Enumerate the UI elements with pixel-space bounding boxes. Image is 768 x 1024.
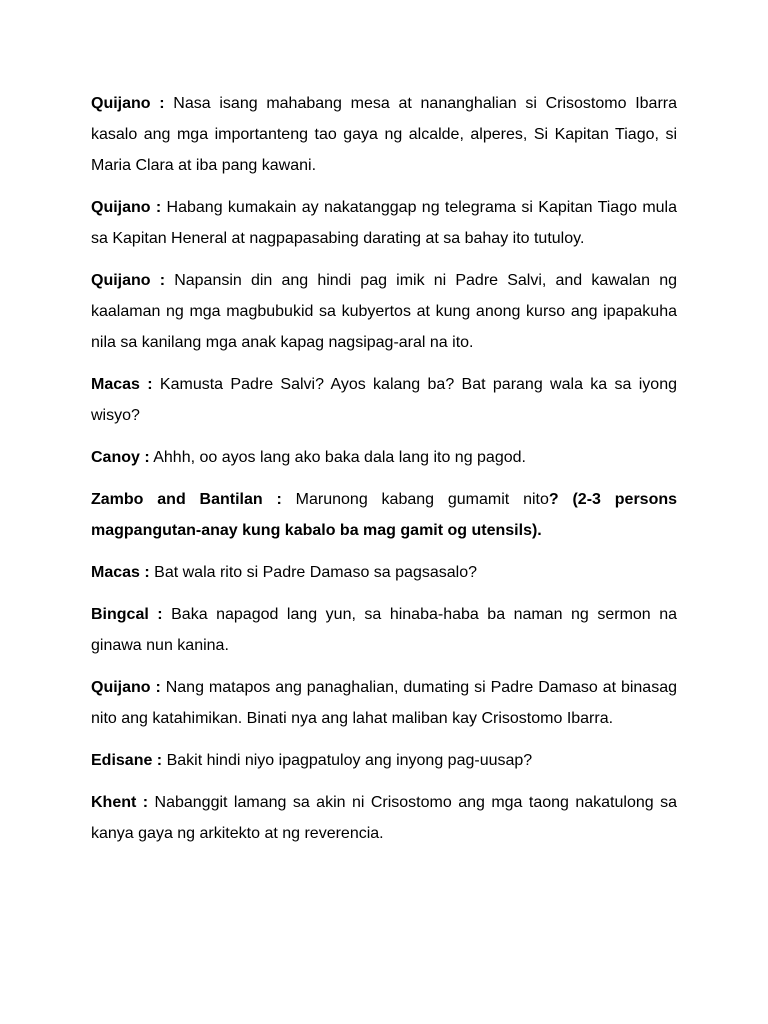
speaker-name: Khent : <box>91 794 149 811</box>
dialogue-paragraph-2 <box>91 192 677 254</box>
speaker-name: Quijano : <box>91 679 161 696</box>
stage-direction: ? (2-3 persons magpangutan-anay kung kabalo ba mag gamit og utensils). <box>91 491 678 539</box>
dialogue-paragraph-6 <box>91 484 677 546</box>
dialogue-text: Habang kumakain ay nakatanggap ng telegrama si Kapitan Tiago mula sa Kapitan Heneral at nagpapasabing darating at sa bahay ito tutuloy. <box>91 199 678 247</box>
document-page <box>91 88 677 860</box>
speaker-name: Macas : <box>91 564 150 581</box>
dialogue-paragraph-3 <box>91 265 677 358</box>
speaker-name: Quijano : <box>91 95 165 112</box>
speaker-name: Quijano : <box>91 272 166 289</box>
dialogue-text: Napansin din ang hindi pag imik ni Padre Salvi, and kawalan ng kaalaman ng mga magbubukid sa kubyertos at kung anong kurso ang ipapakuha nila sa kanilang mga anak kapag nagsipag-aral na ito. <box>91 272 677 351</box>
dialogue-text: Marunong kabang gumamit nito <box>281 491 549 508</box>
dialogue-paragraph-10 <box>91 745 677 776</box>
speaker-name: Zambo and Bantilan : <box>91 491 282 508</box>
dialogue-paragraph-11 <box>91 787 677 849</box>
dialogue-text: Nabanggit lamang sa akin ni Crisostomo ang mga taong nakatulong sa kanya gaya ng arkitekto at ng reverencia. <box>91 794 677 842</box>
speaker-name: Bingcal : <box>91 606 163 623</box>
dialogue-paragraph-4 <box>91 369 677 431</box>
dialogue-text: Nasa isang mahabang mesa at nananghalian si Crisostomo Ibarra kasalo ang mga importanteng tao gaya ng alcalde, alperes, Si Kapitan Tiago, si Maria Clara at iba pang kawani. <box>91 95 678 174</box>
speaker-name: Canoy : <box>91 449 150 466</box>
dialogue-paragraph-8 <box>91 599 677 661</box>
speaker-name: Edisane : <box>91 752 163 769</box>
dialogue-paragraph-7 <box>91 557 677 588</box>
dialogue-text: Bakit hindi niyo ipagpatuloy ang inyong pag-uusap? <box>162 752 533 769</box>
speaker-name: Quijano : <box>91 199 162 216</box>
dialogue-paragraph-9 <box>91 672 677 734</box>
speaker-name: Macas : <box>91 376 153 393</box>
dialogue-text: Ahhh, oo ayos lang ako baka dala lang ito ng pagod. <box>149 449 526 466</box>
dialogue-text: Bat wala rito si Padre Damaso sa pagsasalo? <box>149 564 477 581</box>
dialogue-paragraph-1 <box>91 88 677 181</box>
dialogue-text: Baka napagod lang yun, sa hinaba-haba ba naman ng sermon na ginawa nun kanina. <box>91 606 677 654</box>
dialogue-text: Kamusta Padre Salvi? Ayos kalang ba? Bat parang wala ka sa iyong wisyo? <box>91 376 677 424</box>
dialogue-text: Nang matapos ang panaghalian, dumating si Padre Damaso at binasag nito ang katahimikan. Binati nya ang lahat maliban kay Crisostomo Ibarra. <box>91 679 678 727</box>
dialogue-paragraph-5 <box>91 442 677 473</box>
